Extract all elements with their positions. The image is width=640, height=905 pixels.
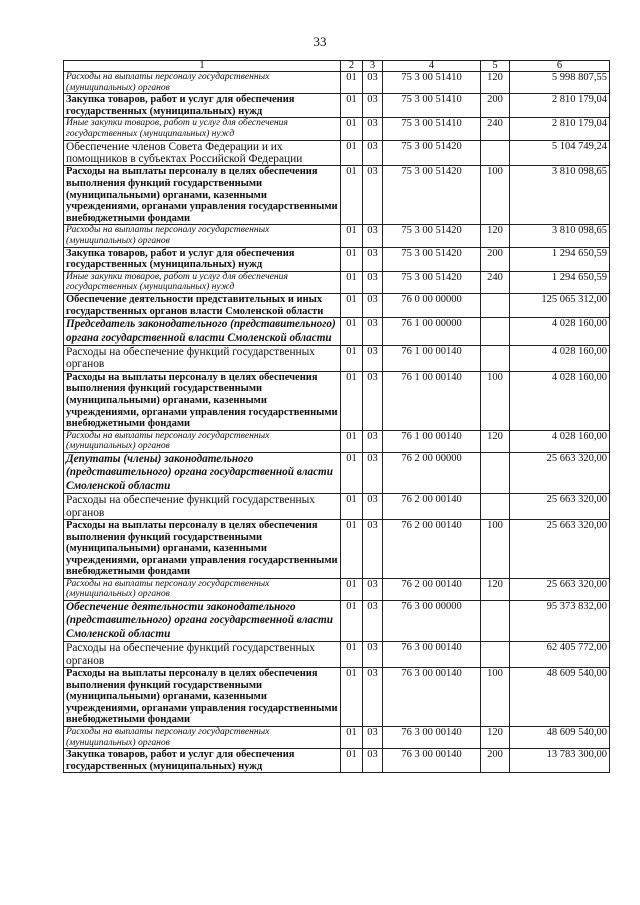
row-section-code: 01	[341, 318, 363, 346]
row-expense-type: 120	[481, 578, 510, 600]
column-header: 3	[363, 61, 383, 72]
row-expense-type: 100	[481, 668, 510, 727]
row-section-code: 01	[341, 519, 363, 578]
row-name: Расходы на выплаты персоналу в целях обеспечения выполнения функций государственными (муниципальными) органами, казенными учреждениями, органами управления государственными внебюджетными фондами	[64, 668, 341, 727]
row-amount: 48 609 540,00	[510, 668, 610, 727]
row-amount: 1 294 650,59	[510, 271, 610, 293]
row-name: Расходы на выплаты персоналу государственных (муниципальных) органов	[64, 225, 341, 247]
row-target-article: 76 2 00 00140	[383, 578, 481, 600]
table-body	[64, 72, 610, 773]
row-amount: 3 810 098,65	[510, 225, 610, 247]
row-section-code: 01	[341, 72, 363, 94]
row-subsection-code: 03	[363, 345, 383, 371]
row-expense-type	[481, 318, 510, 346]
row-section-code: 01	[341, 345, 363, 371]
row-expense-type: 100	[481, 519, 510, 578]
table-row	[64, 166, 610, 225]
row-expense-type	[481, 642, 510, 668]
row-target-article: 75 3 00 51420	[383, 271, 481, 293]
row-target-article: 76 0 00 00000	[383, 293, 481, 317]
row-section-code: 01	[341, 247, 363, 271]
row-section-code: 01	[341, 371, 363, 430]
table-row	[64, 519, 610, 578]
row-target-article: 76 3 00 00140	[383, 642, 481, 668]
row-subsection-code: 03	[363, 519, 383, 578]
row-name: Иные закупки товаров, работ и услуг для обеспечения государственных (муниципальных) нужд	[64, 118, 341, 140]
row-target-article: 75 3 00 51410	[383, 118, 481, 140]
row-target-article: 76 1 00 00140	[383, 345, 481, 371]
row-subsection-code: 03	[363, 578, 383, 600]
row-amount: 5 104 749,24	[510, 140, 610, 166]
table-row	[64, 578, 610, 600]
table-row	[64, 601, 610, 642]
row-name: Расходы на выплаты персоналу государственных (муниципальных) органов	[64, 727, 341, 749]
row-target-article: 76 3 00 00140	[383, 727, 481, 749]
row-subsection-code: 03	[363, 452, 383, 493]
row-expense-type	[481, 601, 510, 642]
column-header: 1	[64, 61, 341, 72]
row-section-code: 01	[341, 601, 363, 642]
row-target-article: 76 3 00 00140	[383, 668, 481, 727]
row-expense-type	[481, 345, 510, 371]
row-section-code: 01	[341, 140, 363, 166]
table-row	[64, 140, 610, 166]
row-subsection-code: 03	[363, 140, 383, 166]
row-section-code: 01	[341, 749, 363, 773]
row-name: Расходы на выплаты персоналу в целях обеспечения выполнения функций государственными (муниципальными) органами, казенными учреждениями, органами управления государственными внебюджетными фондами	[64, 519, 341, 578]
row-name: Расходы на обеспечение функций государственных органов	[64, 642, 341, 668]
table-row	[64, 749, 610, 773]
column-header: 2	[341, 61, 363, 72]
table-row	[64, 293, 610, 317]
row-section-code: 01	[341, 578, 363, 600]
row-section-code: 01	[341, 94, 363, 118]
row-target-article: 75 3 00 51420	[383, 166, 481, 225]
row-target-article: 76 1 00 00140	[383, 430, 481, 452]
row-name: Иные закупки товаров, работ и услуг для обеспечения государственных (муниципальных) нужд	[64, 271, 341, 293]
row-name: Расходы на выплаты персоналу в целях обеспечения выполнения функций государственными (муниципальными) органами, казенными учреждениями, органами управления государственными внебюджетными фондами	[64, 166, 341, 225]
table-row	[64, 345, 610, 371]
row-expense-type: 200	[481, 247, 510, 271]
row-amount: 25 663 320,00	[510, 578, 610, 600]
row-expense-type: 200	[481, 94, 510, 118]
row-subsection-code: 03	[363, 318, 383, 346]
row-expense-type: 200	[481, 749, 510, 773]
table-row	[64, 371, 610, 430]
row-subsection-code: 03	[363, 642, 383, 668]
row-amount: 25 663 320,00	[510, 519, 610, 578]
column-header: 5	[481, 61, 510, 72]
table-row	[64, 494, 610, 520]
row-amount: 125 065 312,00	[510, 293, 610, 317]
row-expense-type	[481, 494, 510, 520]
page-number: 33	[313, 34, 327, 49]
row-name: Закупка товаров, работ и услуг для обеспечения государственных (муниципальных) нужд	[64, 247, 341, 271]
row-amount: 25 663 320,00	[510, 452, 610, 493]
row-name: Расходы на обеспечение функций государственных органов	[64, 494, 341, 520]
row-expense-type: 240	[481, 271, 510, 293]
row-expense-type: 120	[481, 72, 510, 94]
row-target-article: 75 3 00 51420	[383, 247, 481, 271]
row-expense-type: 120	[481, 727, 510, 749]
table-row	[64, 247, 610, 271]
row-subsection-code: 03	[363, 94, 383, 118]
row-subsection-code: 03	[363, 118, 383, 140]
row-target-article: 76 2 00 00140	[383, 494, 481, 520]
row-amount: 4 028 160,00	[510, 371, 610, 430]
row-amount: 5 998 807,55	[510, 72, 610, 94]
table-row	[64, 727, 610, 749]
budget-table	[63, 60, 610, 773]
row-expense-type: 100	[481, 166, 510, 225]
row-section-code: 01	[341, 642, 363, 668]
table-row	[64, 430, 610, 452]
row-subsection-code: 03	[363, 601, 383, 642]
row-target-article: 76 2 00 00000	[383, 452, 481, 493]
row-target-article: 75 3 00 51420	[383, 140, 481, 166]
row-target-article: 75 3 00 51410	[383, 72, 481, 94]
row-target-article: 76 1 00 00140	[383, 371, 481, 430]
row-subsection-code: 03	[363, 668, 383, 727]
row-name: Расходы на выплаты персоналу в целях обеспечения выполнения функций государственными (муниципальными) органами, казенными учреждениями, органами управления государственными внебюджетными фондами	[64, 371, 341, 430]
row-amount: 3 810 098,65	[510, 166, 610, 225]
column-header: 6	[510, 61, 610, 72]
row-expense-type: 100	[481, 371, 510, 430]
row-name: Расходы на выплаты персоналу государственных (муниципальных) органов	[64, 430, 341, 452]
row-subsection-code: 03	[363, 72, 383, 94]
table-row	[64, 94, 610, 118]
row-expense-type	[481, 452, 510, 493]
table-row	[64, 72, 610, 94]
row-section-code: 01	[341, 271, 363, 293]
row-name: Обеспечение деятельности представительных и иных государственных органов власти Смоленской области	[64, 293, 341, 317]
row-section-code: 01	[341, 452, 363, 493]
row-subsection-code: 03	[363, 430, 383, 452]
row-amount: 4 028 160,00	[510, 345, 610, 371]
row-amount: 4 028 160,00	[510, 430, 610, 452]
row-subsection-code: 03	[363, 271, 383, 293]
row-amount: 48 609 540,00	[510, 727, 610, 749]
table-row	[64, 271, 610, 293]
table-row	[64, 452, 610, 493]
row-expense-type: 120	[481, 430, 510, 452]
row-subsection-code: 03	[363, 749, 383, 773]
row-expense-type: 240	[481, 118, 510, 140]
table-row	[64, 118, 610, 140]
column-header: 4	[383, 61, 481, 72]
row-subsection-code: 03	[363, 293, 383, 317]
row-name: Председатель законодательного (представительного) органа государственной власти Смоленской области	[64, 318, 341, 346]
row-section-code: 01	[341, 494, 363, 520]
row-target-article: 75 3 00 51410	[383, 94, 481, 118]
row-amount: 2 810 179,04	[510, 118, 610, 140]
table-row	[64, 668, 610, 727]
row-expense-type	[481, 293, 510, 317]
row-subsection-code: 03	[363, 371, 383, 430]
row-name: Расходы на выплаты персоналу государственных (муниципальных) органов	[64, 578, 341, 600]
row-amount: 62 405 772,00	[510, 642, 610, 668]
row-section-code: 01	[341, 118, 363, 140]
row-section-code: 01	[341, 430, 363, 452]
row-subsection-code: 03	[363, 166, 383, 225]
row-target-article: 76 3 00 00140	[383, 749, 481, 773]
row-section-code: 01	[341, 166, 363, 225]
row-target-article: 76 2 00 00140	[383, 519, 481, 578]
row-name: Закупка товаров, работ и услуг для обеспечения государственных (муниципальных) нужд	[64, 749, 341, 773]
row-amount: 25 663 320,00	[510, 494, 610, 520]
row-name: Обеспечение деятельности законодательного (представительного) органа государственной власти Смоленской области	[64, 601, 341, 642]
row-amount: 4 028 160,00	[510, 318, 610, 346]
row-amount: 95 373 832,00	[510, 601, 610, 642]
row-section-code: 01	[341, 225, 363, 247]
row-target-article: 76 1 00 00000	[383, 318, 481, 346]
row-section-code: 01	[341, 727, 363, 749]
table-row	[64, 318, 610, 346]
row-subsection-code: 03	[363, 247, 383, 271]
table-row	[64, 642, 610, 668]
row-section-code: 01	[341, 293, 363, 317]
row-amount: 13 783 300,00	[510, 749, 610, 773]
table-row	[64, 225, 610, 247]
row-target-article: 75 3 00 51420	[383, 225, 481, 247]
row-subsection-code: 03	[363, 225, 383, 247]
row-subsection-code: 03	[363, 727, 383, 749]
row-section-code: 01	[341, 668, 363, 727]
row-name: Закупка товаров, работ и услуг для обеспечения государственных (муниципальных) нужд	[64, 94, 341, 118]
row-amount: 1 294 650,59	[510, 247, 610, 271]
row-name: Расходы на выплаты персоналу государственных (муниципальных) органов	[64, 72, 341, 94]
row-expense-type: 120	[481, 225, 510, 247]
row-subsection-code: 03	[363, 494, 383, 520]
row-target-article: 76 3 00 00000	[383, 601, 481, 642]
row-name: Расходы на обеспечение функций государственных органов	[64, 345, 341, 371]
row-name: Депутаты (члены) законодательного (представительного) органа государственной власти Смоленской области	[64, 452, 341, 493]
row-expense-type	[481, 140, 510, 166]
row-amount: 2 810 179,04	[510, 94, 610, 118]
table-header-row	[64, 61, 610, 72]
row-name: Обеспечение членов Совета Федерации и их помощников в субъектах Российской Федерации	[64, 140, 341, 166]
